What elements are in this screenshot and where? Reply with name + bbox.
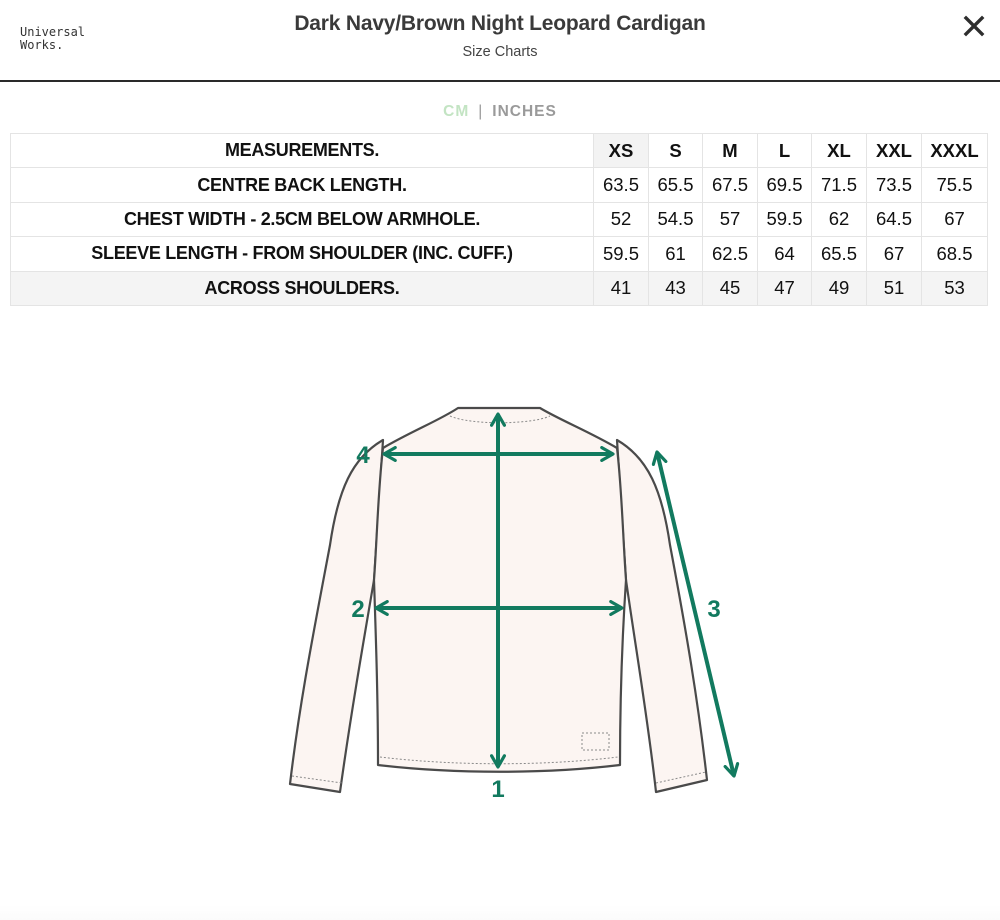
table-cell: 67.5 [703, 168, 758, 202]
table-cell: 64 [758, 237, 812, 271]
table-cell: 59.5 [758, 202, 812, 236]
table-cell: 52 [594, 202, 649, 236]
close-icon [958, 10, 990, 42]
row-label: CHEST WIDTH - 2.5CM BELOW ARMHOLE. [11, 202, 594, 236]
table-cell: 43 [649, 271, 703, 305]
size-header-s: S [649, 134, 703, 168]
table-cell: 67 [867, 237, 922, 271]
row-label: ACROSS SHOULDERS. [11, 271, 594, 305]
size-header-xs: XS [594, 134, 649, 168]
bottom-edge [0, 905, 1000, 920]
logo-line-1: Universal [20, 25, 86, 39]
row-label: SLEEVE LENGTH - FROM SHOULDER (INC. CUFF.) [11, 237, 594, 271]
table-cell: 59.5 [594, 237, 649, 271]
size-header-xl: XL [812, 134, 867, 168]
table-cell: 71.5 [812, 168, 867, 202]
table-cell: 45 [703, 271, 758, 305]
table-cell: 51 [867, 271, 922, 305]
table-cell: 65.5 [812, 237, 867, 271]
unit-inches-tab[interactable]: INCHES [492, 103, 557, 120]
table-row [11, 237, 988, 271]
diagram-label-4: 4 [356, 442, 370, 469]
diagram-label-3: 3 [707, 596, 721, 623]
size-chart-table [10, 133, 988, 306]
table-row [11, 168, 988, 202]
left-sleeve [290, 440, 383, 792]
table-cell: 61 [649, 237, 703, 271]
table-cell: 49 [812, 271, 867, 305]
diagram-label-2: 2 [351, 596, 365, 623]
close-button[interactable] [958, 10, 990, 42]
unit-cm-tab[interactable]: CM [443, 103, 470, 120]
diagram-label-1: 1 [491, 776, 505, 803]
table-header-row [11, 134, 988, 168]
size-header-xxl: XXL [867, 134, 922, 168]
table-cell: 47 [758, 271, 812, 305]
header-measurements: MEASUREMENTS. [11, 134, 594, 168]
table-cell: 57 [703, 202, 758, 236]
table-cell: 67 [922, 202, 988, 236]
table-row [11, 202, 988, 236]
modal-subtitle: Size Charts [462, 44, 538, 60]
row-label: CENTRE BACK LENGTH. [11, 168, 594, 202]
table-cell: 75.5 [922, 168, 988, 202]
unit-separator: | [478, 103, 484, 120]
modal-header [0, 0, 1000, 82]
table-cell: 64.5 [867, 202, 922, 236]
table-cell: 41 [594, 271, 649, 305]
unit-toggle [0, 103, 1000, 121]
table-cell: 68.5 [922, 237, 988, 271]
size-header-l: L [758, 134, 812, 168]
table-cell: 62 [812, 202, 867, 236]
logo-line-2: Works. [20, 38, 64, 52]
table-cell: 62.5 [703, 237, 758, 271]
product-title: Dark Navy/Brown Night Leopard Cardigan [294, 12, 706, 35]
table-row [11, 271, 988, 305]
measurement-diagram [0, 380, 1000, 820]
table-cell: 73.5 [867, 168, 922, 202]
table-cell: 63.5 [594, 168, 649, 202]
table-cell: 54.5 [649, 202, 703, 236]
size-header-xxxl: XXXL [922, 134, 988, 168]
right-sleeve [617, 440, 707, 792]
table-cell: 53 [922, 271, 988, 305]
table-cell: 65.5 [649, 168, 703, 202]
table-cell: 69.5 [758, 168, 812, 202]
size-header-m: M [703, 134, 758, 168]
